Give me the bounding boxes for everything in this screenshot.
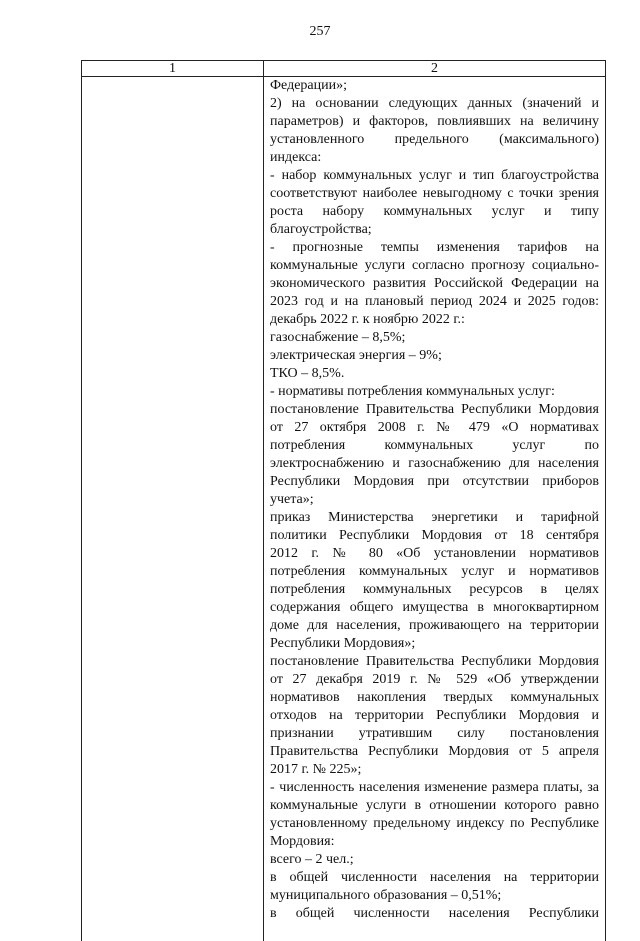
text-line: установленному предельному индексу по Республике — [270, 816, 599, 831]
text-line: газоснабжение – 8,5%; — [270, 330, 406, 345]
text-line: - набор коммунальных услуг и тип благоустройства — [270, 168, 599, 183]
text-line: доме для населения, проживающего на территории — [270, 618, 599, 633]
text-line: Республики Мордовия при отсутствии приборов — [270, 474, 599, 489]
text-line: приказ Министерства энергетики и тарифной — [270, 510, 599, 525]
text-line: параметров) и факторов, повлиявших на величину — [270, 114, 599, 129]
text-line: политики Республики Мордовия от 18 сентября — [270, 528, 599, 543]
text-line: потребления коммунальных услуг по — [270, 438, 599, 453]
text-line: - прогнозные темпы изменения тарифов на — [270, 240, 599, 255]
text-line: в общей численности населения Республики — [270, 906, 599, 921]
text-line: коммунальные услуги в отношении которого равно — [270, 798, 599, 813]
text-line: постановление Правительства Республики Мордовия — [270, 654, 599, 669]
text-line: 2017 г. № 225»; — [270, 762, 362, 777]
column-header-1: 1 — [169, 61, 176, 76]
page-number: 257 — [309, 24, 331, 39]
text-line: экономического развития Российской Федерации на — [270, 276, 599, 291]
text-line: Правительства Республики Мордовия от 5 апреля — [270, 744, 599, 759]
text-line: постановление Правительства Республики Мордовия — [270, 402, 599, 417]
text-line: - численность населения изменение размера платы, за — [270, 780, 599, 795]
column-header-2: 2 — [431, 61, 438, 76]
table-content-cell — [270, 77, 599, 923]
text-line: коммунальные услуги согласно прогнозу социально- — [270, 258, 599, 273]
text-line: потребления коммунальных ресурсов в целях — [270, 582, 599, 597]
text-line: электрическая энергия – 9%; — [270, 348, 442, 363]
text-line: соответствуют наиболее невыгодному с точки зрения — [270, 186, 599, 201]
text-line: в общей численности населения на территории — [270, 870, 599, 885]
text-line: от 27 декабря 2019 г. № 529 «Об утверждении — [270, 672, 599, 687]
text-line: муниципального образования – 0,51%; — [270, 888, 502, 903]
text-line: индекса: — [270, 150, 322, 165]
text-line: 2) на основании следующих данных (значений и — [270, 96, 599, 111]
text-line: Республики Мордовия»; — [270, 636, 416, 651]
text-line: нормативов накопления твердых коммунальных — [270, 690, 599, 705]
document-table — [81, 60, 606, 941]
text-line: 2023 год и на плановый период 2024 и 2025 годов: — [270, 294, 599, 309]
text-line: декабрь 2022 г. к ноябрю 2022 г.: — [270, 312, 465, 327]
text-line: отходов на территории Республики Мордовия и — [270, 708, 599, 723]
text-line: роста набору коммунальных услуг и типу — [270, 204, 599, 219]
table-header-row — [82, 61, 605, 77]
text-line: от 27 октября 2008 г. № 479 «О нормативах — [270, 420, 599, 435]
text-line: благоустройства; — [270, 222, 372, 237]
text-line: - нормативы потребления коммунальных услуг: — [270, 384, 555, 399]
text-line: потребления коммунальных услуг и нормативов — [270, 564, 599, 579]
text-line: 2012 г. № 80 «Об установлении нормативов — [270, 546, 599, 561]
text-line: установленного предельного (максимального) — [270, 132, 599, 147]
text-line: Мордовия: — [270, 834, 335, 849]
text-line: Федерации»; — [270, 78, 348, 93]
text-line: признании утратившим силу постановления — [270, 726, 599, 741]
text-line: ТКО – 8,5%. — [270, 366, 345, 381]
column-divider — [263, 61, 264, 941]
text-line: всего – 2 чел.; — [270, 852, 354, 867]
text-line: электроснабжению и газоснабжению для населения — [270, 456, 599, 471]
text-line: содержания общего имущества в многоквартирном — [270, 600, 599, 615]
text-line: учета»; — [270, 492, 314, 507]
